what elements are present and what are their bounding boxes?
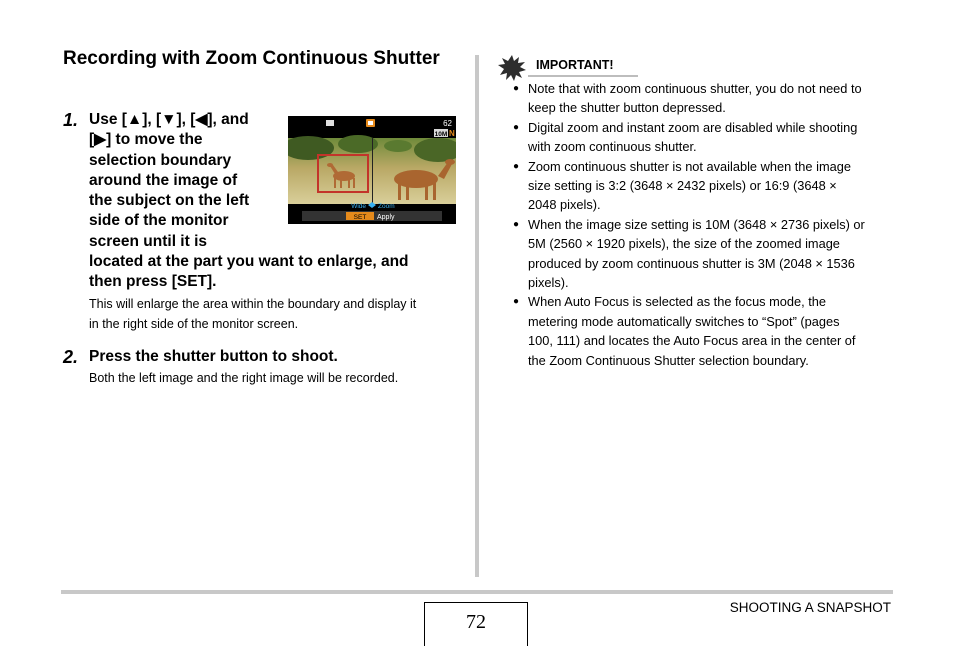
bullet-icon: ● (513, 160, 520, 172)
step-number: 2. (63, 347, 79, 367)
deer-scene-icon (288, 116, 456, 224)
important-label: IMPORTANT! (536, 58, 614, 72)
list-item: ● When the image size setting is 10M (3648 × 2736 pixels) or 5M (2560 × 1920 pixels), the size of the zoomed image produced by zoom continuous shutter is 3M (2048 × 1536 pixels). (513, 216, 865, 291)
step-number: 1. (63, 110, 79, 130)
list-item: ● Digital zoom and instant zoom are disabled while shooting with zoom continuous shutter. (513, 119, 858, 155)
page-number: 72 (424, 602, 528, 646)
bullet-icon: ● (513, 121, 520, 133)
step-description: Both the left image and the right image will be recorded. (89, 371, 399, 385)
list-item: ● When Auto Focus is selected as the focus mode, the metering mode automatically switches to “Spot” (pages 100, 111) and locates the Auto Focus area in the center of the Zoom Continuous Shutter selection boundary. (513, 294, 856, 368)
bullet-icon: ● (513, 296, 520, 308)
zoom-zoom-label: Zoom (378, 203, 395, 210)
bullet-icon: ● (513, 83, 520, 94)
section-name: SHOOTING A SNAPSHOT (729, 600, 891, 615)
shot-count: 62 (443, 119, 452, 128)
footer-divider (61, 590, 893, 594)
list-item: ● Note that with zoom continuous shutter, you do not need to keep the shutter button depressed. (513, 81, 862, 116)
starburst-icon (498, 55, 526, 81)
step-description: This will enlarge the area within the boundary and display it in the right side of the monitor screen. (89, 297, 417, 331)
page-title: Recording with Zoom Continuous Shutter (63, 48, 440, 69)
important-list (510, 79, 895, 370)
camera-monitor-image (288, 116, 456, 224)
set-action-label: Apply (377, 214, 395, 221)
list-item: ● Zoom continuous shutter is not available when the image size setting is 3:2 (3648 × 2432 pixels) or 16:9 (3648 × 2048 pixels). (513, 158, 851, 213)
image-size-icon: 10M (434, 131, 448, 138)
step-instruction: Use [▲], [▼], [◀], and [▶] to move the selection boundary around the image of the subject on the left side of the monitor screen until it is located at the part you want to enlarge, and then press [SET]. (89, 111, 409, 291)
bullet-icon: ● (513, 218, 520, 230)
zoom-wide-label: Wide (351, 203, 366, 210)
important-underline (528, 75, 638, 77)
quality-label: N (449, 129, 455, 138)
step-instruction: Press the shutter button to shoot. (89, 348, 338, 365)
column-divider (475, 55, 479, 577)
set-key-label: SET (353, 214, 367, 221)
